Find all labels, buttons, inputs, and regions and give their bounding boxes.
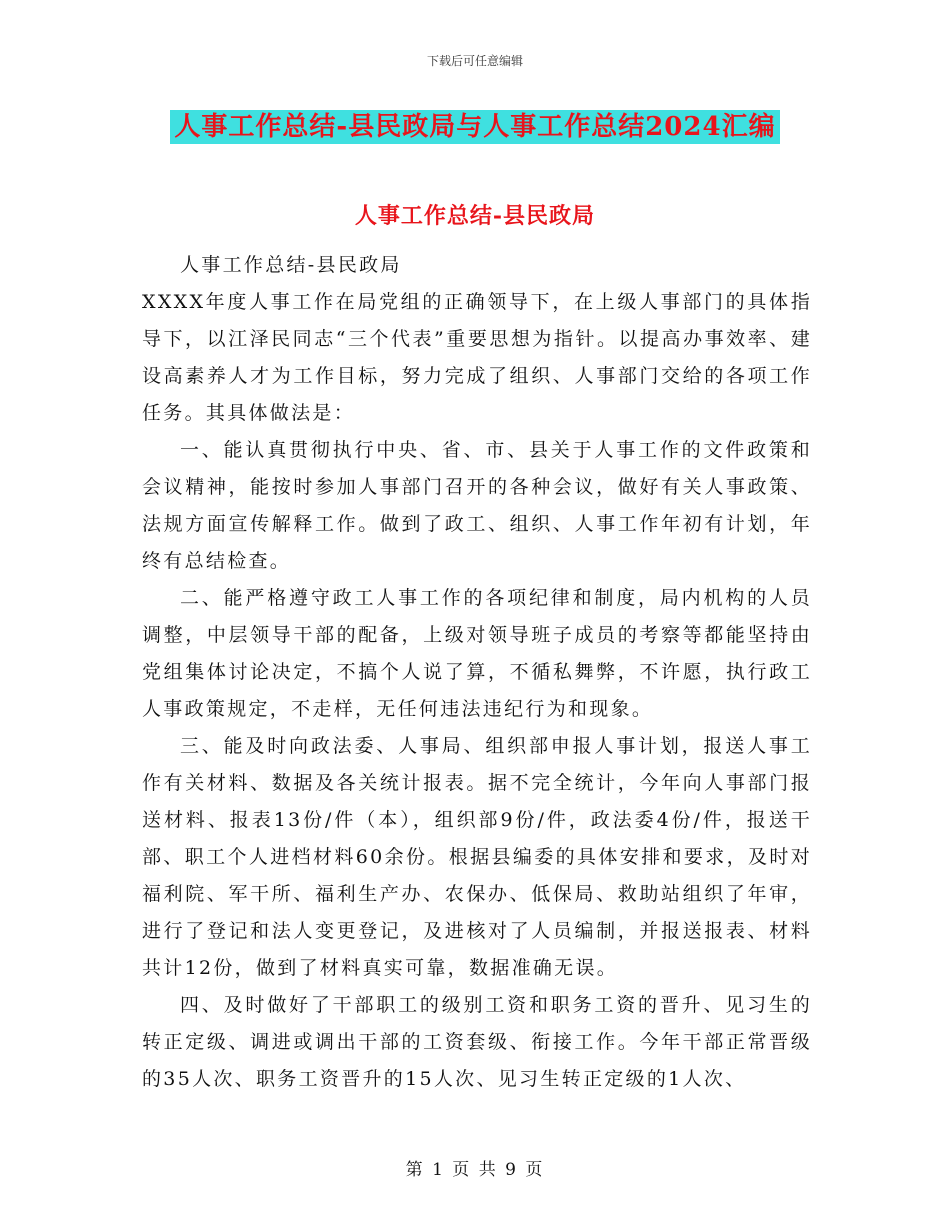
- paragraph-item-4: 四、及时做好了干部职工的级别工资和职务工资的晋升、见习生的转正定级、调进或调出干部的工资套级、衔接工作。今年干部正常晋级的35人次、职务工资晋升的15人次、见习生转正定级的1人次、: [142, 994, 812, 1090]
- paragraph-item-1: 一、能认真贯彻执行中央、省、市、县关于人事工作的文件政策和会议精神，能按时参加人事部门召开的各种会议，做好有关人事政策、法规方面宣传解释工作。做到了政工、组织、人事工作年初有计划，年终有总结检查。: [142, 439, 812, 572]
- document-body: [142, 247, 812, 1098]
- paragraph-item-3: 三、能及时向政法委、人事局、组织部申报人事计划，报送人事工作有关材料、数据及各关统计报表。据不完全统计，今年向人事部门报送材料、报表13份/件（本），组织部9份/件，政法委4份/件，报送干部、职工个人进档材料60余份。根据县编委的具体安排和要求，及时对福利院、军干所、福利生产办、农保办、低保局、救助站组织了年审，进行了登记和法人变更登记，及进核对了人员编制，并报送报表、材料共计12份，做到了材料真实可靠，数据准确无误。: [142, 735, 812, 979]
- paragraph-item-2: 二、能严格遵守政工人事工作的各项纪律和制度，局内机构的人员调整，中层领导干部的配备，上级对领导班子成员的考察等都能坚持由党组集体讨论决定，不搞个人说了算，不循私舞弊，不许愿，执行政工人事政策规定，不走样，无任何违法违纪行为和现象。: [142, 587, 812, 720]
- paragraph-intro: XXXX年度人事工作在局党组的正确领导下，在上级人事部门的具体指导下，以江泽民同志“三个代表”重要思想为指针。以提高办事效率、建设高素养人才为工作目标，努力完成了组织、人事部门交给的各项工作任务。其具体做法是：: [142, 291, 812, 424]
- page-footer: 第 1 页 共 9 页: [405, 1160, 545, 1180]
- section-title: 人事工作总结-县民政局: [354, 203, 596, 229]
- main-title-container: [0, 110, 950, 144]
- paragraph-heading: 人事工作总结-县民政局: [180, 254, 402, 276]
- main-title: 人事工作总结-县民政局与人事工作总结2024汇编: [170, 110, 779, 144]
- header-note: 下载后可任意编辑: [426, 54, 523, 68]
